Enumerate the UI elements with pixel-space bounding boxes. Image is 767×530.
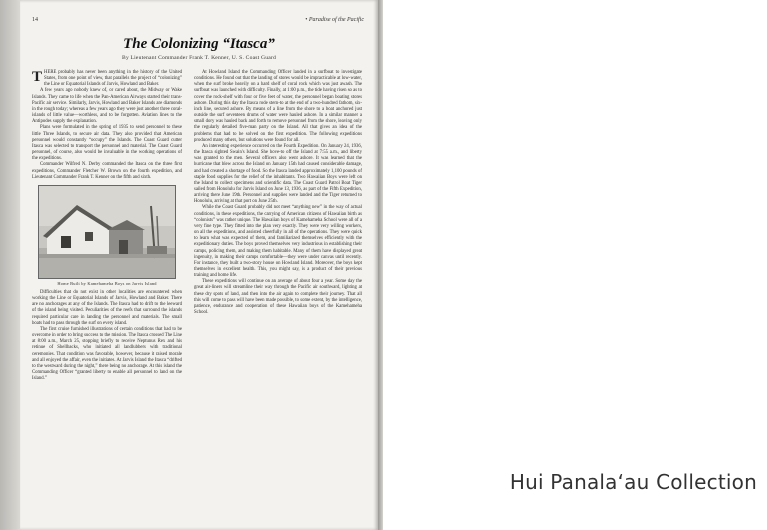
paragraph: Plans were formulated in the spring of 1935 to send personnel to these little Three Islands, to secure air data. They also provided that American personnel would constantly “occupy” the Islands. The Coast Guard cutter Itasca was selected to transport the personnel and material. The Coast Guard personnel, of course, also would be invaluable in the working operations of the expeditions. [32, 125, 182, 162]
running-title: • Paradise of the Pacific [305, 17, 364, 23]
right-column [194, 70, 362, 316]
paragraph: These expeditions will continue on an average of about four a year. Some day the great air-liners will streamline their way through the Pacific air southward, lighting at these dry spots of land, and then into the air again to complete their journey. That all this will come to pass will have been made possible, to some extent, by the intelligence, patience, endurance and cooperation of these Hawaiian boys of the Kamehameha School. [194, 279, 362, 316]
house-photo [38, 185, 176, 279]
paragraph: Difficulties that do not exist in other localities are encountered when working the Line or Equatorial Islands of Jarvis, Howland and Baker. There are no anchorages at any of the Islands. The Itasca had to drift to the leeward of the island being visited. Peculiarities of the reefs that surround the islands required particular care in landing the personnel and materials. The small boats had to pass through the surf on every island. [32, 289, 182, 326]
page-number: 14 [32, 17, 38, 23]
paragraph: The first cruise furnished illustrations of certain conditions that had to be overcome in order to bring success to the mission. The Itasca crossed The Line at 8:00 a.m., March 25, stopping briefly to receive Neptunus Rex and his retinue of Shellbacks, who initiated all landlubbers with traditional ceremonies. That condition was favorable, however, because it raised morale and all enjoyed the affair, even the initiates. At Jarvis Island the Itasca “drifted to the westward during the night,” there being no anchorage. At this island the Commanding Officer “granted liberty to enable all personnel to land on the Island.” [32, 326, 182, 382]
collection-watermark: Hui Panala‘au Collection [509, 470, 757, 494]
left-column [32, 70, 182, 382]
article-byline: By Lieutenant Commander Frank T. Kenner, U. S. Coast Guard [122, 55, 276, 61]
paragraph: An interesting experience occurred on the Fourth Expedition. On January 24, 1936, the Itasca sighted Swain's Island. She hove-to off the Island at 7:55 a.m., and liberty was granted to the men. Several officers also went ashore. It was learned that the hurricane that blew across the Island on January 15th had caused considerable damage, and had created a shortage of food. So the Itasca landed approximately 1,100 pounds of staple food supplies for the relief of the inhabitants. Two Hawaiian Boys were left on the Island to collect specimens and scientific data. The Coast Guard Patrol Boat Tiger sailed from Honolulu for Jarvis Island on June 13, 1936, as part of the Fifth Expedition, arriving there June 19th. Personnel and supplies were landed and the Tiger returned to Honolulu, arriving at that port on June 25th. [194, 143, 362, 205]
paragraph: A few years ago nobody knew of, or cared about, the Midway or Wake Islands. They came to life when the Pan-American Airways started their trans-Pacific air service. Similarly, Jarvis, Howland and Baker Islands are diamonds in the rough today; whereas a few years ago they were just another three coral-islands of little value—worthless, and to be forgotten. Aviation lines to the Antipodes supply the explanation. [32, 88, 182, 125]
paragraph: Commander Wilfred N. Derby commanded the Itasca on the three first expeditions, Commander Fletcher W. Brown on the fourth expedition, and Lieutenant Commander Frank T. Kenner on the fifth and sixth. [32, 162, 182, 180]
paragraph: While the Coast Guard probably did not meet “anything new” in the way of actual conditions, in these expeditions, the carrying of American citizens of Hawaiian birth as “colonists” was rather unique. The Hawaiian boys of Kamehameha School were all of a very fine type. They fitted into the plan very exactly. They were very willing workers, on all the expeditions, and assisted cheerfully in all of the operations. They were quick to learn what was expected of them, and familiarized themselves efficiently with the expeditionary duties. The boys proved themselves very industrious in establishing their camps, policing them, and making them habitable. Many of them have displayed great ingenuity, in making their camps comfortable—they were under canvas until recently. For instance, they built a two-story house on Howland Island. Moreover, the boys kept themselves in excellent health. This, you might say, is a product of their previous training and home life. [194, 205, 362, 279]
paragraph: At Howland Island the Commanding Officer landed in a surfboat to investigate conditions. He found out that the landing of stores would be impracticable at low-water, when the surf broke heavily on a hard shelf of coral rock which was just awash. The surfboat was launched with difficulty. Finally, at 1:00 p.m., the tide having risen so as to cover the rock-shelf with four or five feet of water, the personnel began boating stores ashore. During this day the Itasca rode stern-to at the end of a two-hundred fathom, six-inch line, secured ashore. By means of a line from the shore to a boat anchored just outside the surf seventeen drums of water were hauled ashore. In a similar manner a small dory was hauled back and forth to remove personnel from the shore, leaving only the regularly detailed five-man party on the Island. All that gives an idea of the problems that had to be solved on the first expedition. The following expeditions produced many others, but solutions were found for all. [194, 70, 362, 143]
scan-left-edge [0, 0, 20, 530]
photo-figure [32, 185, 182, 287]
book-gutter [378, 0, 383, 530]
magazine-page [20, 0, 378, 530]
paragraph: THERE probably has never been anything in the history of the United States, from one point of view, that parallels the project of “colonizing” the Line or Equatorial Islands of Jarvis, Howland and Baker. [32, 69, 182, 88]
drop-cap: T [32, 69, 43, 85]
article-title: The Colonizing “Itasca” [123, 36, 275, 52]
photo-caption: Home Built by Kamehameha Boys on Jarvis Island [57, 280, 157, 286]
